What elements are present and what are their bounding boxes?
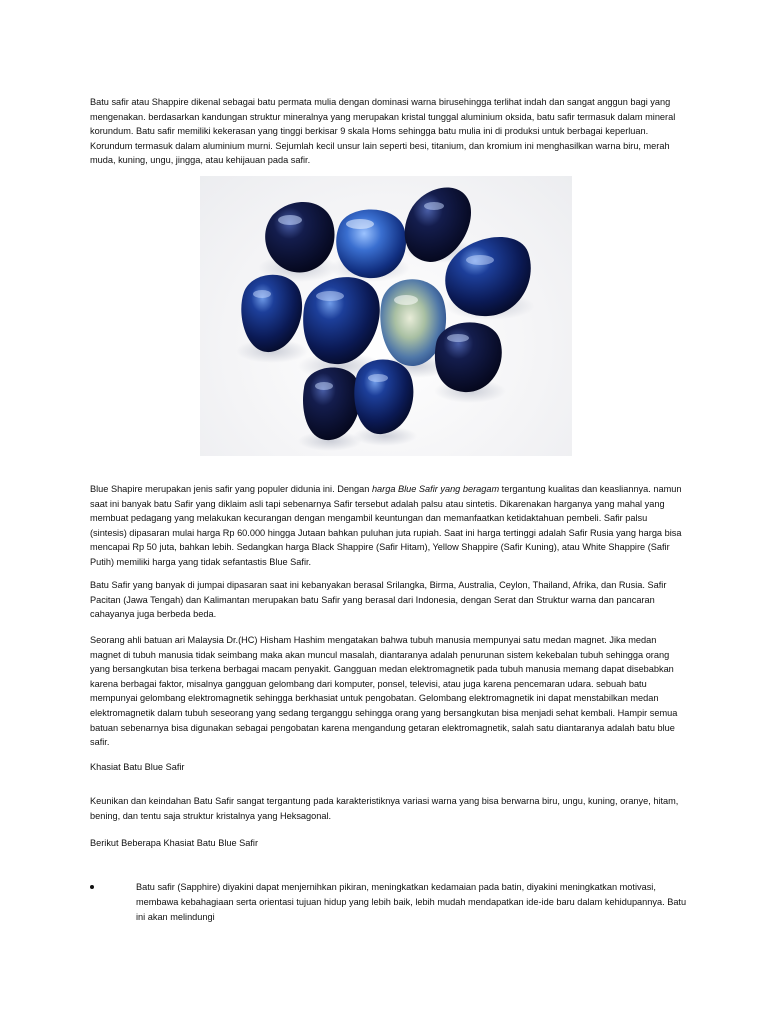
blue-sapphire-paragraph: Blue Shapire merupakan jenis safir yang populer didunia ini. Dengan harga Blue Safir yang beragam tergantung kualitas dan keasliannya. namun saat ini banyak batu Safir yang diklaim asli tapi sebenarnya Safir tersebut adalah palsu atau sintetis. Dikarenakan harganya yang mahal yang membuat pedagang yang melakukan kecurangan dengan mengambil keuntungan dan memanfaatkan ketidaktahuan pembeli. Safir palsu (sintesis) dipasaran mulai harga Rp 60.000 hingga Jutaan bahkan puluhan juta rupiah. Saat ini harga tertinggi adalah Safir Rusia yang harga bisa mencapai Rp 50 juta, bahkan lebih. Sedangkan harga Black Shappire (Safir Hitam), Yellow Shappire (Safir Kuning), atau White Shappire (Safir Putih) memiliki harga yang tidak sefantastis Blue Safir. <box>90 484 682 567</box>
sapphire-stones-image <box>200 176 572 456</box>
origin-paragraph: Batu Safir yang banyak di jumpai dipasaran saat ini kebanyakan berasal Srilangka, Birma, Australia, Ceylon, Thailand, Afrika, dan Rusia. Safir Pacitan (Jawa Tengah) dan Kalimantan merupakan batu Safir yang berasal dari Indonesia, dengan Serat dan Struktur warna dan pancaran cahayanya juga berbeda beda. <box>90 580 667 620</box>
sapphire-stones-illustration <box>200 176 572 456</box>
khasiat-heading: Khasiat Batu Blue Safir <box>90 762 185 772</box>
uniqueness-paragraph: Keunikan dan keindahan Batu Safir sangat tergantung pada karakteristiknya variasi warna yang bisa berwarna biru, ungu, kuning, oranye, hitam, bening, dan tentu saja struktur kristalnya yang Heksagonal. <box>90 796 679 821</box>
bullet-icon <box>90 885 94 889</box>
bullet-text: Batu safir (Sapphire) diyakini dapat menjernihkan pikiran, meningkatkan kedamaian pada batin, diyakini meningkatkan motivasi, membawa kebahagiaan serta orientasi tujuan hidup yang lebih baik, lebih mudah mendapatkan ide-ide baru dalam kehidupannya. Batu ini akan melindungi <box>136 882 687 922</box>
intro-paragraph: Batu safir atau Shappire dikenal sebagai batu permata mulia dengan dominasi warna birusehingga terlihat indah dan sangat anggun bagi yang mengenakan. berdasarkan kandungan struktur mineralnya yang merupakan kristal tunggal aluminium oksida, batu safir termasuk dalam mineral korundum. Batu safir memiliki kekerasan yang tinggi berkisar 9 skala Homs sehingga batu mulia ini di produksi untuk berbagai keperluan. Korundum termasuk dalam aluminium murni. Sejumlah kecil unsur lain seperti besi, titanium, dan kromium ini menghasilkan warna biru, merah muda, kuning, ungu, jingga, atau kehijauan pada safir. <box>90 97 676 166</box>
magnetic-paragraph: Seorang ahli batuan ari Malaysia Dr.(HC) Hisham Hashim mengatakan bahwa tubuh manusia mempunyai satu medan magnet. Jika medan magnet di tubuh manusia tidak seimbang maka akan muncul masalah, diantaranya adalah penurunan sistem kekebalan tubuh sehingga orang yang bersangkutan bisa terkena berbagai macam penyakit. Gangguan medan elektromagnetik pada tubuh manusia memang dapat disebabkan karena berbagai faktor, misalnya gangguan gelombang dari komputer, ponsel, televisi, atau juga karena pencemaran udara. sebuah batu mempunyai gelombang elektromagnetik sehingga berkhasiat untuk pengobatan. Gelombang elektromagnetik ini dapat menstabilkan medan elektromagnetik dalam tubuh seseorang yang sedang terganggu sehingga orang yang bersangkutan bisa menjadi sehat kembali. Hampir semua batuan sebenarnya bisa digunakan sebagai pengobatan karena mengandung getaran elektromagnetik, salah satu diantaranya adalah batu blue safir. <box>90 635 678 748</box>
bullet-item <box>90 880 696 925</box>
italic-link-text: harga Blue Safir yang beragam <box>371 484 500 494</box>
benefits-heading: Berikut Beberapa Khasiat Batu Blue Safir <box>90 838 259 848</box>
